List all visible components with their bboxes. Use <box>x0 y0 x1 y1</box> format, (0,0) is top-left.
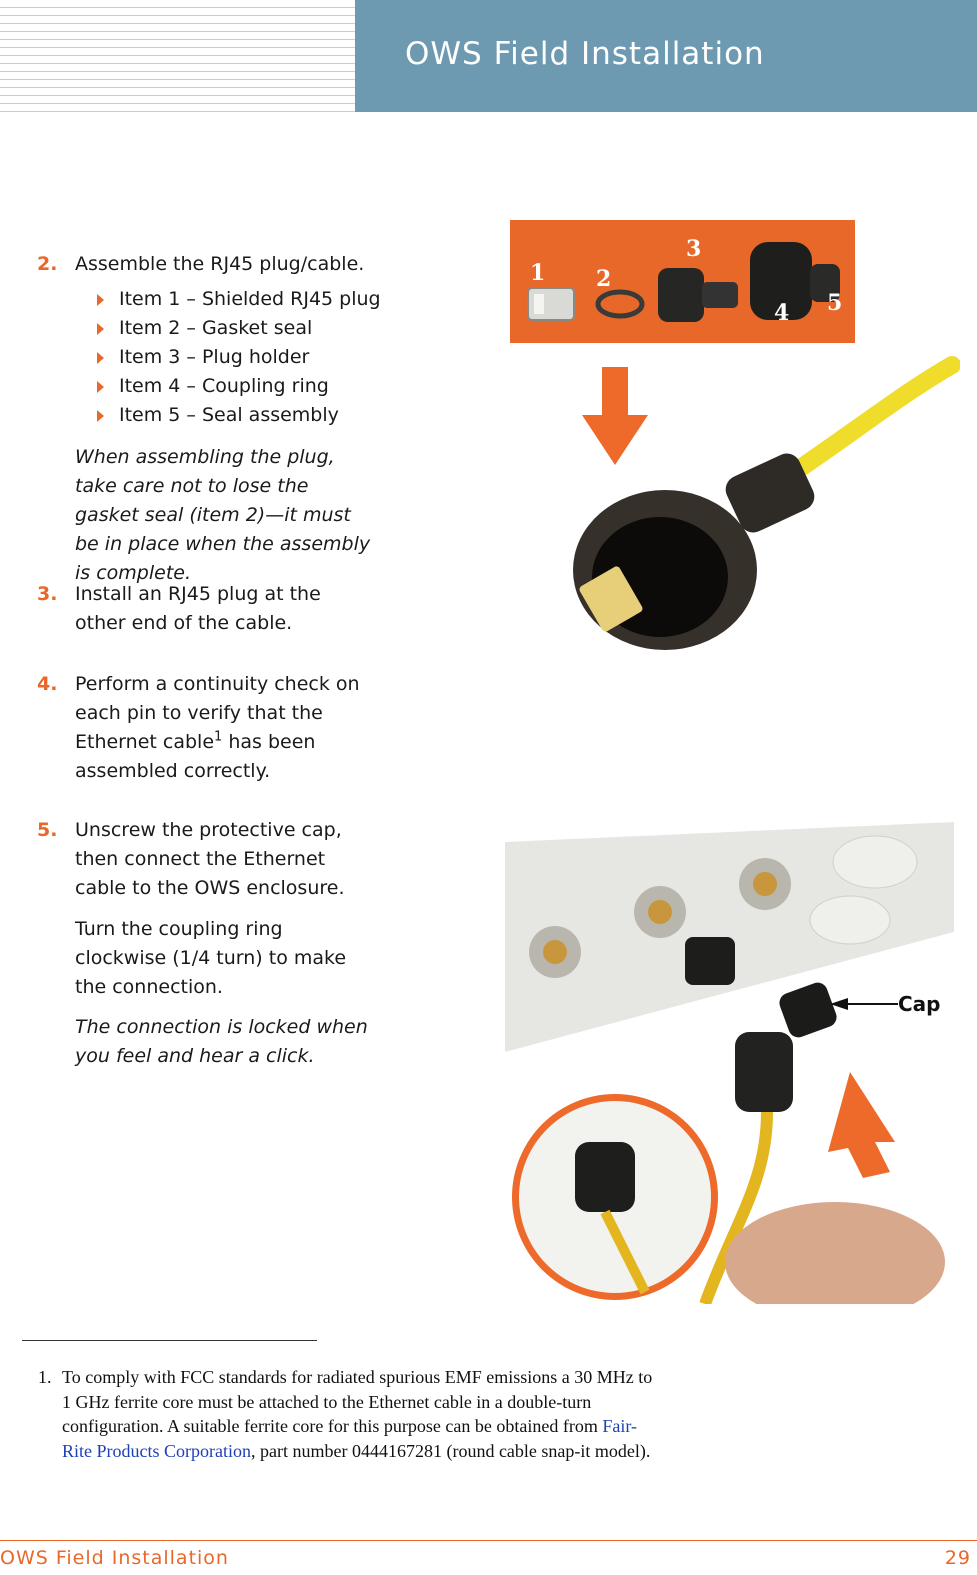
component-label-2: 2 <box>596 266 612 292</box>
footnote-ref: 1 <box>214 729 223 745</box>
assembly-note: When assembling the plug, take care not to lose the gasket seal (item 2)—it must be in place when the assembly is complete. <box>75 446 371 584</box>
bullet-icon <box>97 352 104 364</box>
bullet-icon <box>97 410 104 422</box>
step-number: 3. <box>37 583 58 605</box>
fair-rite-link[interactable]: Fair-Rite Products Corporation <box>62 1416 637 1461</box>
step-number: 4. <box>37 673 58 695</box>
bullet-icon <box>97 294 104 306</box>
callout-arrow-icon <box>830 997 900 1011</box>
component-label-5: 5 <box>827 290 843 316</box>
step-text: Assemble the RJ45 plug/cable. <box>75 253 365 275</box>
instructions-column: 2. Assemble the RJ45 plug/cable. Item 1 – Shielded RJ45 plug Item 2 – Gasket seal Item 3 – Plug holder Item 4 – Coupling ring Item 5 – Seal assembly When assembling the plug, take care not to lose the gasket seal (item 2)—it must be in place when the assembly is complete. 3. Install an RJ45 plug at the other end of the cable. 4. Perform a continuity check on each pin to verify that the Ethernet cable$^1$ has been assembled correctly. 5. Unscrew the protective cap, then connect the Ethernet cable to the OWS enclosure. Turn the coupling ring clockwise (1/4 turn) to make the connection. The connection is locked when you feel and hear a click. <box>37 250 377 1080</box>
footer-rule <box>0 1540 977 1541</box>
footnote-rule <box>22 1340 317 1341</box>
assembled-plug-photo <box>560 345 960 665</box>
footer-section-title: OWS Field Installation <box>0 1547 229 1569</box>
bullet-icon <box>97 381 104 393</box>
component-label-3: 3 <box>686 236 702 262</box>
page-number: 29 <box>944 1547 971 1569</box>
step-number: 2. <box>37 253 58 275</box>
step-number: 5. <box>37 819 58 841</box>
header-rule-pattern <box>0 0 355 112</box>
components-photo <box>510 220 855 343</box>
connection-photo <box>505 822 954 1304</box>
lock-note: The connection is locked when you feel and hear a click. <box>75 1016 368 1067</box>
page-title: OWS Field Installation <box>405 36 765 72</box>
component-label-4: 4 <box>774 300 790 326</box>
step-text: Unscrew the protective cap, then connect the Ethernet cable to the OWS enclosure. <box>75 819 345 899</box>
footnote-number: 1. <box>38 1367 52 1387</box>
footnote-text: To comply with FCC standards for radiated spurious EMF emissions a 30 MHz to 1 GHz ferrite core must be attached to the Ethernet cable in a double-turn configuration. A suitable ferrite core for this purpose can be obtained from Fair-Rite Products Corporation, part number 0444167281 (round cable snap-it model). <box>62 1367 653 1461</box>
step-text: Install an RJ45 plug at the other end of the cable. <box>75 583 321 634</box>
header-band <box>355 0 977 112</box>
step-text: Perform a continuity check on each pin to verify that the Ethernet cable$^1$ has been assembled correctly. <box>75 673 360 782</box>
coupling-instruction: Turn the coupling ring clockwise (1/4 turn) to make the connection. <box>75 918 347 998</box>
component-label-1: 1 <box>530 260 546 286</box>
cap-callout-label: Cap <box>898 992 941 1016</box>
bullet-icon <box>97 323 104 335</box>
down-arrow-icon <box>582 367 648 465</box>
